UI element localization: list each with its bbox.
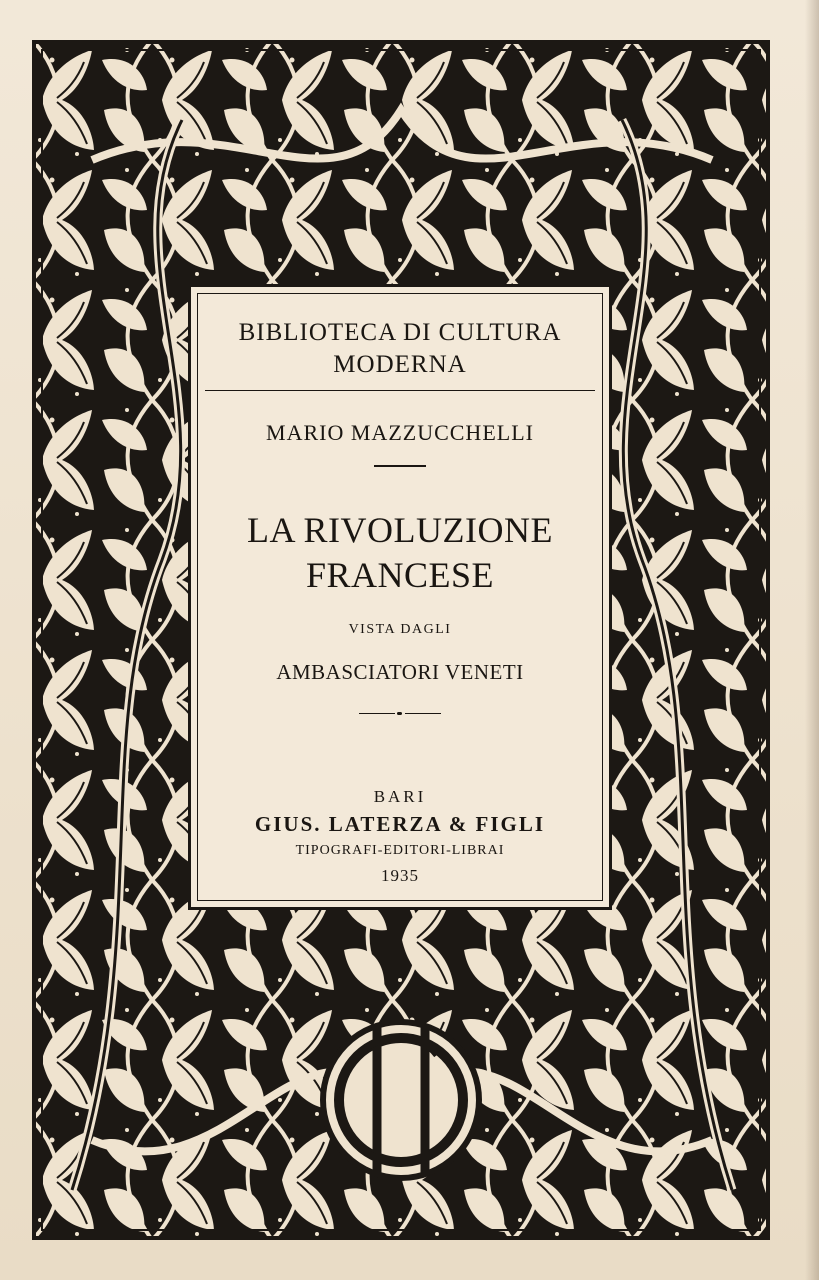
title-panel	[188, 284, 612, 910]
publisher-monogram	[323, 1022, 479, 1178]
subtitle-connector: VISTA DAGLI	[348, 622, 452, 637]
ornamental-rule	[359, 712, 441, 716]
publisher-name: GIUS. LATERZA & FIGLI	[254, 812, 546, 836]
series-divider	[205, 390, 595, 391]
publication-year: 1935	[381, 866, 419, 885]
series-title-line-1: BIBLIOTECA DI CULTURA	[238, 319, 562, 346]
author-name: MARIO MAZZUCCHELLI	[266, 420, 534, 445]
panel-inner-border	[197, 293, 603, 901]
publisher-description: TIPOGRAFI-EDITORI-LIBRAI	[295, 843, 505, 858]
author-divider	[374, 465, 426, 467]
publication-city: BARI	[373, 787, 427, 806]
series-title-line-2: MODERNA	[333, 351, 467, 378]
cover-edge-shadow	[805, 0, 819, 1280]
book-title-line-1: LA RIVOLUZIONE	[247, 510, 553, 550]
book-title-line-2: FRANCESE	[305, 555, 495, 595]
subtitle: AMBASCIATORI VENETI	[276, 660, 524, 684]
